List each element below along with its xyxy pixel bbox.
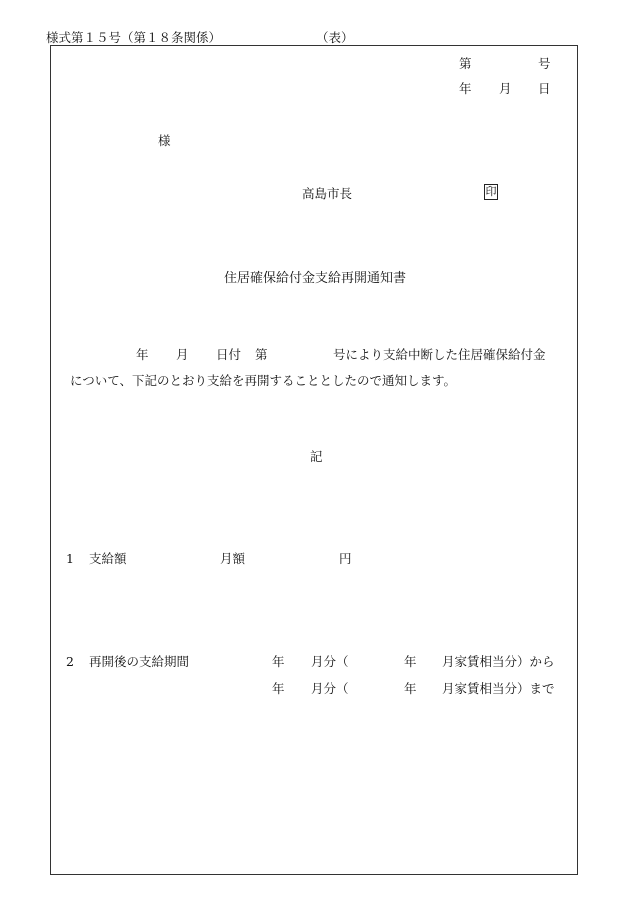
period-from-year: 年 [272, 654, 285, 669]
period-to-rent-year: 年 [404, 681, 417, 696]
date-day: 日 [538, 81, 551, 96]
item1-yen: 円 [339, 551, 352, 566]
item2-number: 2 [66, 654, 74, 669]
body-line2-text: について、下記のとおり支給を再開することとしたので通知します。 [70, 373, 457, 388]
period-to-rent: 月家賃相当分）まで [442, 681, 555, 696]
form-side-label: （表） [316, 30, 354, 45]
period-from-rent-year: 年 [404, 654, 417, 669]
body-line1-text: 号により支給中断した住居確保給付金 [333, 347, 546, 362]
date-month: 月 [499, 81, 512, 96]
item2-label: 再開後の支給期間 [89, 654, 190, 669]
body-ref-month: 月 [176, 347, 189, 362]
item1-label: 支給額 [89, 551, 127, 566]
issuer-name: 高島市長 [302, 186, 353, 201]
ki-heading: 記 [310, 449, 323, 464]
doc-number-suffix: 号 [538, 56, 551, 71]
item1-number: 1 [66, 551, 74, 566]
body-ref-dated: 日付 [216, 347, 242, 362]
body-ref-no: 第 [255, 347, 268, 362]
recipient-honorific: 様 [158, 133, 171, 148]
body-ref-year: 年 [136, 347, 149, 362]
doc-number-prefix: 第 [459, 56, 472, 71]
period-from-month-share: 月分（ [311, 654, 349, 669]
period-from-rent: 月家賃相当分）から [442, 654, 555, 669]
item1-monthly: 月額 [220, 551, 246, 566]
period-to-year: 年 [272, 681, 285, 696]
seal-mark: 印 [485, 185, 497, 198]
document-title: 住居確保給付金支給再開通知書 [224, 271, 407, 286]
period-to-month-share: 月分（ [311, 681, 349, 696]
form-number: 様式第１５号（第１８条関係） [46, 30, 222, 45]
date-year: 年 [459, 81, 472, 96]
